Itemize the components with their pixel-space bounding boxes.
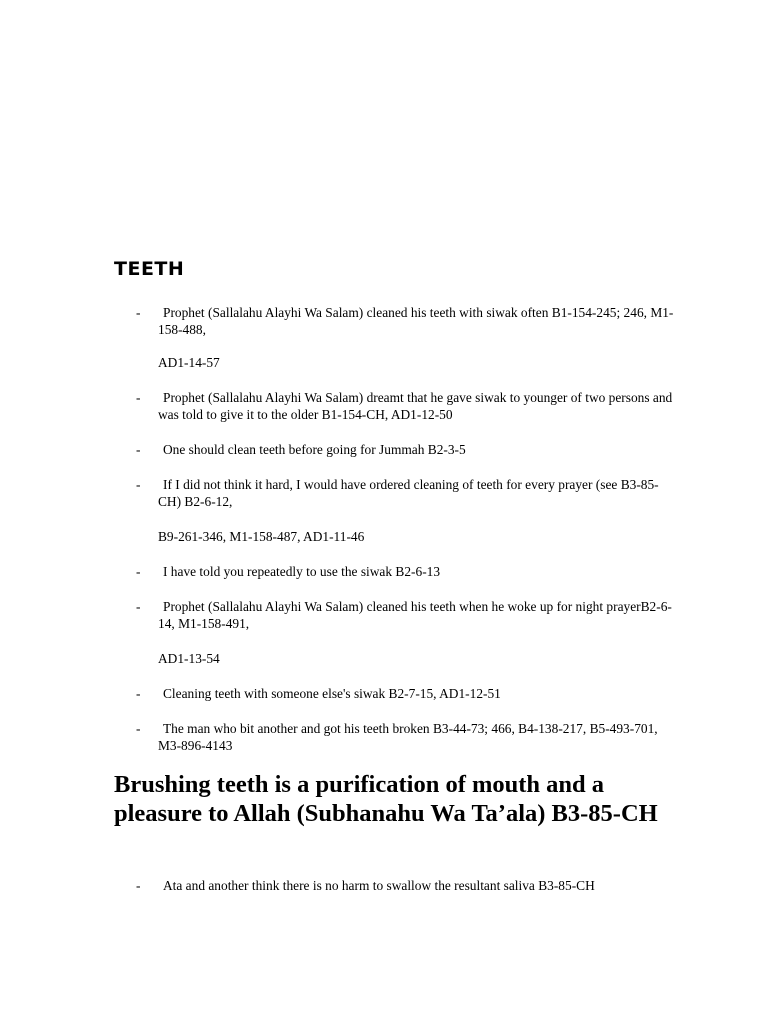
list-item-text: Prophet (Sallalahu Alayhi Wa Salam) cleaned his teeth when he woke up for night prayerB2-6-14, M1-158-491, bbox=[158, 599, 672, 631]
list-item bbox=[136, 685, 676, 702]
list-dash: - bbox=[136, 686, 141, 701]
list-dash: - bbox=[136, 721, 141, 736]
list-item bbox=[136, 476, 676, 510]
list-dash: - bbox=[136, 878, 141, 893]
list-dash: - bbox=[136, 564, 141, 579]
list-dash: - bbox=[136, 477, 141, 492]
list-item bbox=[136, 389, 676, 423]
list-item-text: If I did not think it hard, I would have ordered cleaning of teeth for every prayer (see B3-85-CH) B2-6-12, bbox=[158, 477, 659, 509]
list-dash: - bbox=[136, 442, 141, 457]
list-item-text: One should clean teeth before going for Jummah B2-3-5 bbox=[163, 442, 466, 457]
list-dash: - bbox=[136, 599, 141, 614]
list-item-text: Cleaning teeth with someone else's siwak B2-7-15, AD1-12-51 bbox=[163, 686, 501, 701]
list-item-text: I have told you repeatedly to use the siwak B2-6-13 bbox=[163, 564, 441, 579]
section-heading-brushing: Brushing teeth is a purification of mouth and a pleasure to Allah (Subhanahu Wa Ta’ala) B3-85-CH bbox=[114, 771, 658, 827]
list-dash: - bbox=[136, 390, 141, 405]
list-item-text: Ata and another think there is no harm to swallow the resultant saliva B3-85-CH bbox=[163, 878, 595, 893]
section-heading-teeth: TEETH bbox=[114, 258, 185, 280]
list-item bbox=[136, 877, 676, 894]
list-item bbox=[136, 304, 676, 338]
list-item-continuation: B9-261-346, M1-158-487, AD1-11-46 bbox=[158, 529, 365, 544]
list-item-text: The man who bit another and got his teeth broken B3-44-73; 466, B4-138-217, B5-493-701, M3-896-4143 bbox=[158, 721, 658, 753]
list-item-continuation: AD1-13-54 bbox=[158, 651, 220, 666]
list-item bbox=[136, 441, 676, 458]
list-item-continuation: AD1-14-57 bbox=[158, 355, 220, 370]
list-dash: - bbox=[136, 305, 141, 320]
list-item bbox=[136, 563, 676, 580]
list-item bbox=[136, 598, 676, 632]
list-item-text: Prophet (Sallalahu Alayhi Wa Salam) cleaned his teeth with siwak often B1-154-245; 246, M1-158-488, bbox=[158, 305, 674, 337]
list-item-text: Prophet (Sallalahu Alayhi Wa Salam) dreamt that he gave siwak to younger of two persons and was told to give it to the older B1-154-CH, AD1-12-50 bbox=[158, 390, 673, 422]
list-item bbox=[136, 720, 676, 754]
